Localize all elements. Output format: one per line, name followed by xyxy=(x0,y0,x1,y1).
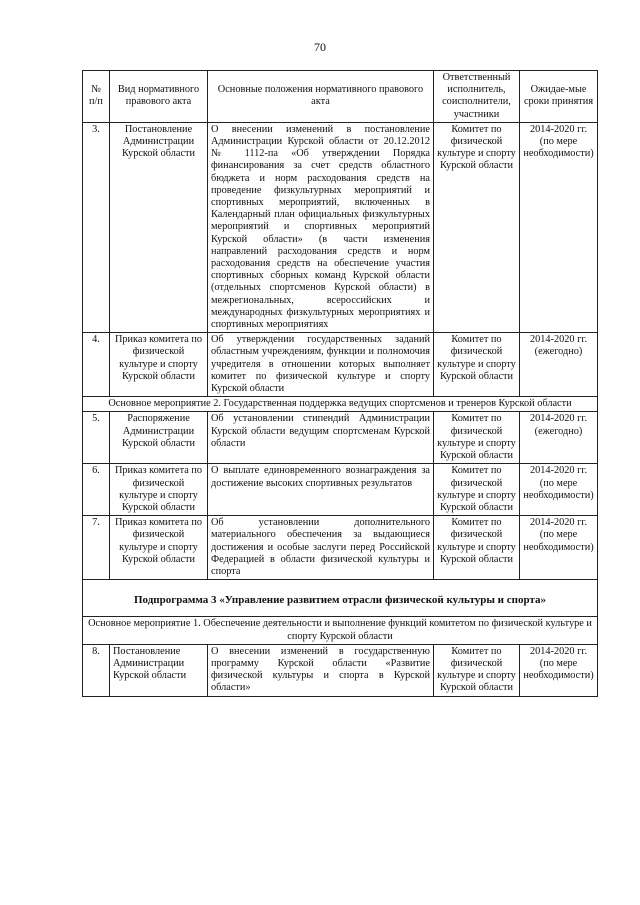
table-header-row xyxy=(83,71,598,123)
act-provisions: Об установлении дополнительного материального обеспечения за выдающиеся достижения и особые заслуги перед Российской Федерацией в области физической культуры и спорта xyxy=(208,516,434,580)
act-executor: Комитет по физической культуре и спорту Курской области xyxy=(434,333,520,397)
header-executor: Ответственный исполнитель, соисполнители, участники xyxy=(434,71,520,123)
act-type: Распоряжение Администрации Курской области xyxy=(110,412,208,464)
row-num: 7. xyxy=(83,516,110,580)
table-row xyxy=(83,122,598,332)
act-executor: Комитет по физической культуре и спорту Курской области xyxy=(434,516,520,580)
act-executor: Комитет по физической культуре и спорту Курской области xyxy=(434,122,520,332)
act-executor: Комитет по физической культуре и спорту Курской области xyxy=(434,464,520,516)
act-provisions: О выплате единовременного вознаграждения за достижение высоких спортивных результатов xyxy=(208,464,434,516)
act-type: Приказ комитета по физической культуре и спорту Курской области xyxy=(110,464,208,516)
act-executor: Комитет по физической культуре и спорту Курской области xyxy=(434,644,520,696)
header-act-type: Вид нормативного правового акта xyxy=(110,71,208,123)
act-term: 2014-2020 гг. (ежегодно) xyxy=(520,412,598,464)
row-num: 5. xyxy=(83,412,110,464)
header-num: № п/п xyxy=(83,71,110,123)
row-num: 6. xyxy=(83,464,110,516)
section-title: Основное мероприятие 1. Обеспечение деятельности и выполнение функций комитетом по физической культуре и спорту Курской области xyxy=(83,617,598,644)
row-num: 4. xyxy=(83,333,110,397)
section-row xyxy=(83,397,598,412)
subprogram-title: Подпрограмма 3 «Управление развитием отрасли физической культуры и спорта» xyxy=(83,580,598,617)
act-type: Постановление Администрации Курской области xyxy=(110,644,208,696)
row-num: 8. xyxy=(83,644,110,696)
table-row xyxy=(83,333,598,397)
subprogram-row xyxy=(83,580,598,617)
act-term: 2014-2020 гг. (по мере необходимости) xyxy=(520,644,598,696)
act-type: Приказ комитета по физической культуре и спорту Курской области xyxy=(110,333,208,397)
act-term: 2014-2020 гг. (по мере необходимости) xyxy=(520,464,598,516)
table-row xyxy=(83,464,598,516)
act-provisions: О внесении изменений в государственную программу Курской области «Развитие физической культуры и спорта в Курской области» xyxy=(208,644,434,696)
header-provisions: Основные положения нормативного правового акта xyxy=(208,71,434,123)
table-row xyxy=(83,644,598,696)
page-number: 70 xyxy=(314,40,326,54)
act-provisions: О внесении изменений в постановление Администрации Курской области от 20.12.2012 № 1112-па «Об утверждении Порядка финансирования за счет средств областного бюджета и норм расходования средств на проведение физкультурных мероприятий и спортивных мероприятий, включенных в Календарный план официальных физкультурных мероприятий и спортивных мероприятий Курской области» (в части изменения направлений расходования средств и норм расходования средств на обеспечение участия спортивных сборных команд Курской области (отдельных спортсменов Курской области) в межрегиональных, всероссийских и международных физкультурных мероприятиях и спортивных мероприятиях xyxy=(208,122,434,332)
normative-acts-table xyxy=(82,70,598,697)
act-provisions: Об установлении стипендий Администрации Курской области ведущим спортсменам Курской области xyxy=(208,412,434,464)
act-type: Постановление Администрации Курской области xyxy=(110,122,208,332)
section-title: Основное мероприятие 2. Государственная поддержка ведущих спортсменов и тренеров Курской области xyxy=(83,397,598,412)
act-type: Приказ комитета по физической культуре и спорту Курской области xyxy=(110,516,208,580)
act-term: 2014-2020 гг. (по мере необходимости) xyxy=(520,122,598,332)
header-term: Ожидае-мые сроки принятия xyxy=(520,71,598,123)
act-term: 2014-2020 гг. (ежегодно) xyxy=(520,333,598,397)
section-row xyxy=(83,617,598,644)
act-term: 2014-2020 гг. (по мере необходимости) xyxy=(520,516,598,580)
row-num: 3. xyxy=(83,122,110,332)
act-executor: Комитет по физической культуре и спорту Курской области xyxy=(434,412,520,464)
table-row xyxy=(83,516,598,580)
act-provisions: Об утверждении государственных заданий областным учреждениям, функции и полномочия учредителя в отношении которых выполняет комитет по физической культуре и спорту Курской области xyxy=(208,333,434,397)
table-row xyxy=(83,412,598,464)
